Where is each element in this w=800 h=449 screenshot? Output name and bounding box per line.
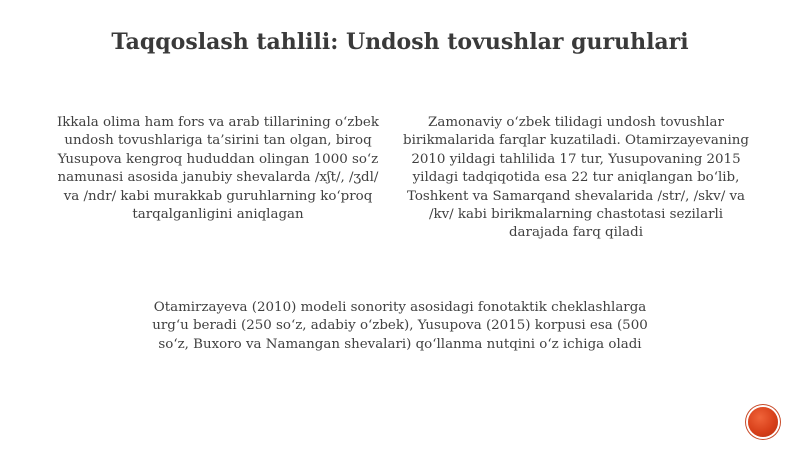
next-slide-circle-icon[interactable] [748, 407, 778, 437]
right-paragraph: Zamonaviy o‘zbek tilidagi undosh tovushlar birikmalarida farqlar kuzatiladi. Otamirzayevaning 2010 yildagi tahlilida 17 tur, Yusupovaning 2015 yildagi tadqiqotida esa 22 tur aniqlangan bo‘lib, Toshkent va Samarqand shevalarida /str/, /skv/ va /kv/ kabi birikmalarning chastotasi sezilarli darajada farq qiladi [403, 115, 749, 241]
slide-title: Taqqoslash tahlili: Undosh tovushlar guruhlari [111, 29, 689, 55]
left-paragraph: Ikkala olima ham fors va arab tillarining o‘zbek undosh tovushlariga ta’sirini tan olgan, biroq Yusupova kengroq hududdan olingan 1000 so‘z namunasi asosida janubiy shevalarda /xʃt/, /ʒdl/ va /ndr/ kabi murakkab guruhlarning ko‘proq tarqalganligini aniqlagan [57, 115, 379, 223]
bottom-paragraph: Otamirzayeva (2010) modeli sonority asosidagi fonotaktik cheklashlarga urg‘u beradi (250 so‘z, adabiy o‘zbek), Yusupova (2015) korpusi esa (500 so‘z, Buxoro va Namangan shevalari) qo‘llanma nutqini o‘z ichiga oladi [152, 300, 648, 352]
